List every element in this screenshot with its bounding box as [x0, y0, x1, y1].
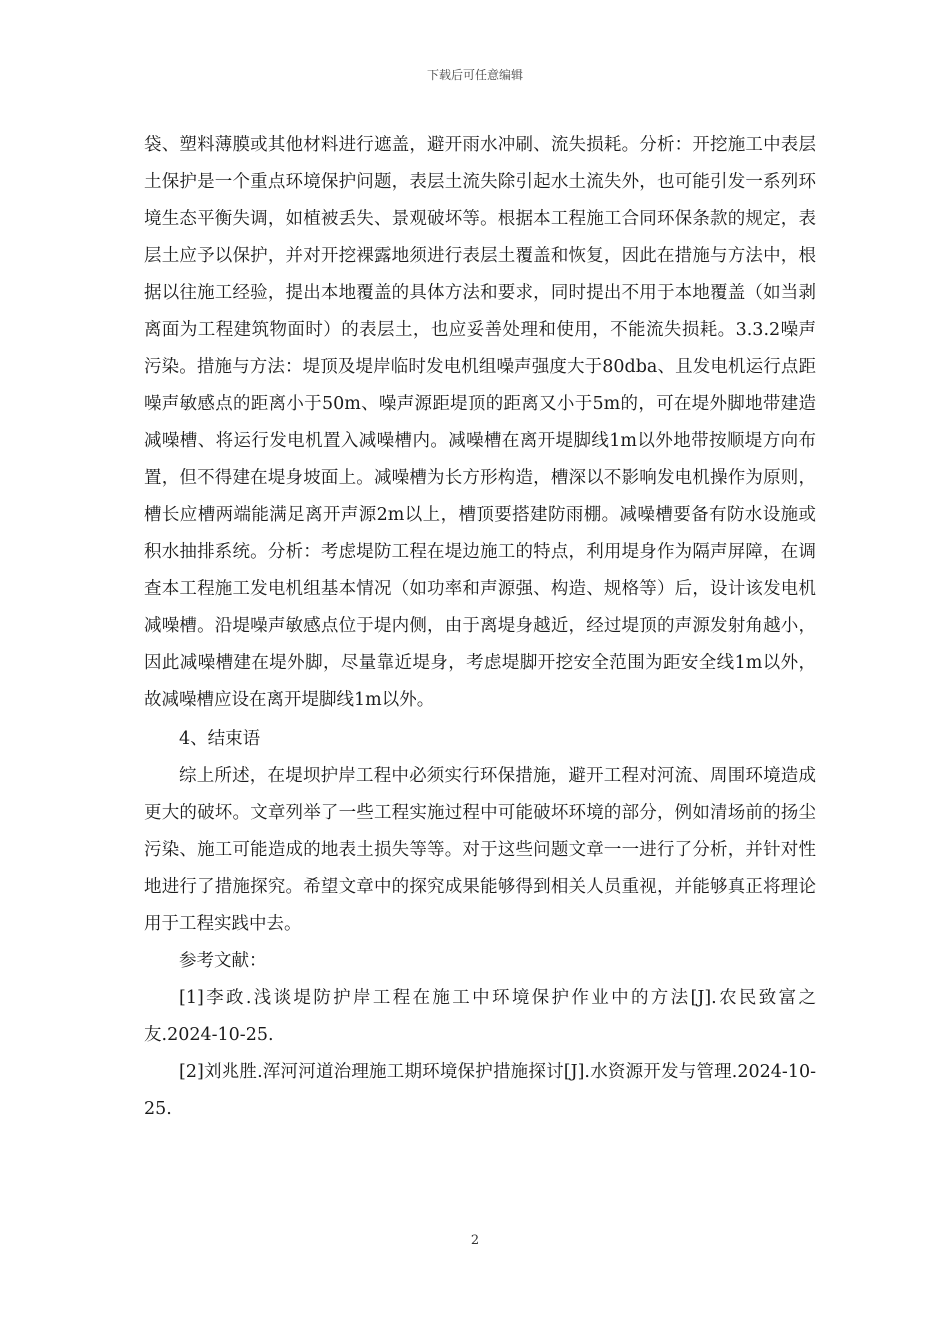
- section-heading: 4、结束语: [179, 729, 261, 749]
- page-header: 下载后可任意编辑: [426, 68, 523, 82]
- paragraph-conclusion: 综上所述，在堤坝护岸工程中必须实行环保措施，避开工程对河流、周围环境造成更大的破坏。文章列举了一些工程实施过程中可能破坏环境的部分，例如清场前的扬尘污染、施工可能造成的地表土损失等等。对于这些问题文章一一进行了分析，并针对性地进行了措施探究。希望文章中的探究成果能够得到相关人员重视，并能够真正将理论用于工程实践中去。: [144, 766, 816, 934]
- reference-item: [2]刘兆胜.浑河河道治理施工期环境保护措施探讨[J].水资源开发与管理.2024-10-25.: [144, 1062, 816, 1119]
- page-number: 2: [470, 1233, 480, 1248]
- reference-item: [1]李政.浅谈堤防护岸工程在施工中环境保护作业中的方法[J].农民致富之友.2024-10-25.: [144, 988, 816, 1045]
- document-body: [144, 127, 816, 1128]
- paragraph-continued: 袋、塑料薄膜或其他材料进行遮盖，避开雨水冲刷、流失损耗。分析：开挖施工中表层土保护是一个重点环境保护问题，表层土流失除引起水土流失外，也可能引发一系列环境生态平衡失调，如植被丢失、景观破坏等。根据本工程施工合同环保条款的规定，表层土应予以保护，并对开挖裸露地须进行表层土覆盖和恢复，因此在措施与方法中，根据以往施工经验，提出本地覆盖的具体方法和要求，同时提出不用于本地覆盖（如当剥离面为工程建筑物面时）的表层土，也应妥善处理和使用，不能流失损耗。3.3.2噪声污染。措施与方法：堤顶及堤岸临时发电机组噪声强度大于80dba、且发电机运行点距噪声敏感点的距离小于50m、噪声源距堤顶的距离又小于5m的，可在堤外脚地带建造减噪槽、将运行发电机置入减噪槽内。减噪槽在离开堤脚线1m以外地带按顺堤方向布置，但不得建在堤身坡面上。减噪槽为长方形构造，槽深以不影响发电机操作为原则，槽长应槽两端能满足离开声源2m以上，槽顶要搭建防雨棚。减噪槽要备有防水设施或积水抽排系统。分析：考虑堤防工程在堤边施工的特点，利用堤身作为隔声屏障，在调查本工程施工发电机组基本情况（如功率和声源强、构造、规格等）后，设计该发电机减噪槽。沿堤噪声敏感点位于堤内侧，由于离堤身越近，经过堤顶的声源发射角越小，因此减噪槽建在堤外脚，尽量靠近堤身，考虑堤脚开挖安全范围为距安全线1m以外，故减噪槽应设在离开堤脚线1m以外。: [144, 135, 816, 710]
- references-title: 参考文献：: [179, 951, 267, 971]
- reference-list: [144, 980, 816, 1128]
